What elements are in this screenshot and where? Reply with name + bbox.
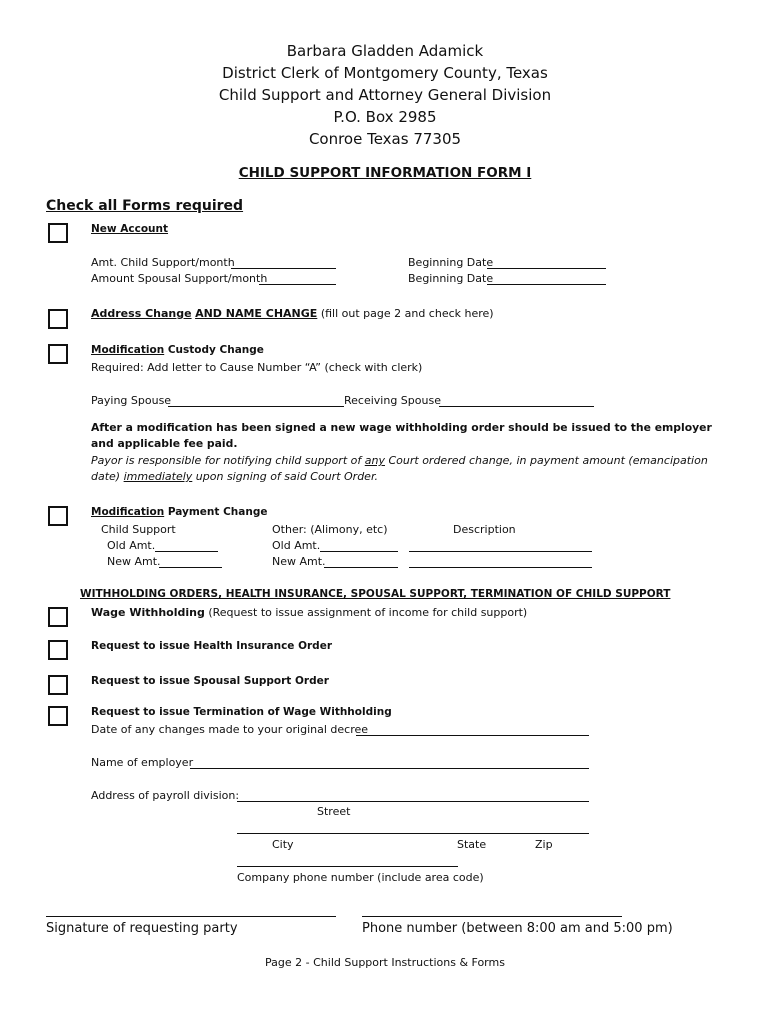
address-change-checkbox[interactable] [48, 309, 68, 329]
payroll-address-label: Address of payroll division: [91, 789, 240, 802]
signature-label: Signature of requesting party [46, 921, 238, 936]
other-old-amt-field[interactable] [320, 551, 398, 552]
spousal-support-label: Request to issue Spousal Support Order [91, 675, 329, 687]
address-change-text: Address Change [91, 307, 192, 320]
after-modification-note: After a modification has been signed a new wage withholding order should be issued to the employer and applicable fee paid. [91, 421, 712, 450]
health-insurance-label: Request to issue Health Insurance Order [91, 640, 332, 652]
termination-label: Request to issue Termination of Wage Withholding [91, 706, 392, 718]
wage-withholding-text: Wage Withholding [91, 606, 205, 619]
zip-label: Zip [535, 838, 553, 851]
new-amt-label: New Amt. [107, 555, 161, 568]
custody-change-text: Custody Change [167, 344, 264, 356]
withholding-heading: WITHHOLDING ORDERS, HEALTH INSURANCE, SPOUSAL SUPPORT, TERMINATION OF CHILD SUPPORT [80, 588, 671, 600]
health-insurance-checkbox[interactable] [48, 640, 68, 660]
payment-change-checkbox[interactable] [48, 506, 68, 526]
payor-note-b: Court ordered change, in payment amount (emancipation date) [91, 454, 708, 483]
termination-checkbox[interactable] [48, 706, 68, 726]
company-phone-label: Company phone number (include area code) [237, 871, 484, 884]
payment-change-label [91, 506, 267, 518]
payor-note-immediately: immediately [123, 470, 193, 483]
other-old-amt-label: Old Amt. [272, 539, 321, 552]
new-amt-field[interactable] [159, 567, 222, 568]
payor-note-a: Payor is responsible for notifying child support of [91, 454, 362, 467]
paying-spouse-field[interactable] [168, 406, 344, 407]
employer-name-label: Name of employer [91, 756, 194, 769]
beginning-date-field-2[interactable] [487, 284, 606, 285]
date-changes-field[interactable] [356, 735, 589, 736]
payment-change-text: Payment Change [167, 506, 268, 518]
spousal-support-checkbox[interactable] [48, 675, 68, 695]
wage-withholding-label [91, 606, 527, 619]
check-all-heading: Check all Forms required [46, 198, 244, 214]
phone-number-field[interactable] [362, 916, 622, 917]
old-amt-field[interactable] [155, 551, 218, 552]
new-account-checkbox[interactable] [48, 223, 68, 243]
date-changes-label: Date of any changes made to your original decree [91, 723, 369, 736]
beginning-date-label-1: Beginning Date [408, 256, 494, 269]
city-label: City [272, 838, 294, 851]
custody-change-checkbox[interactable] [48, 344, 68, 364]
payor-note [91, 453, 731, 485]
payroll-address-field[interactable] [237, 801, 589, 802]
city-address: Conroe Texas 77305 [308, 130, 462, 148]
old-amt-label: Old Amt. [107, 539, 156, 552]
page-footer: Page 2 - Child Support Instructions & Forms [265, 956, 505, 969]
city-state-zip-field[interactable] [237, 833, 589, 834]
beginning-date-label-2: Beginning Date [408, 272, 494, 285]
new-account-label: New Account [91, 223, 169, 235]
custody-modification-text: Modification [91, 344, 165, 356]
company-phone-field[interactable] [237, 866, 458, 867]
amt-child-support-field[interactable] [231, 268, 336, 269]
payor-note-any: any [364, 454, 385, 467]
division-name: Child Support and Attorney General Division [218, 86, 552, 104]
other-alimony-label: Other: (Alimony, etc) [272, 523, 388, 536]
amt-child-support-label: Amt. Child Support/month [91, 256, 235, 269]
receiving-spouse-label: Receiving Spouse [344, 394, 441, 407]
paying-spouse-label: Paying Spouse [91, 394, 172, 407]
payment-modification-text: Modification [91, 506, 165, 518]
po-box: P.O. Box 2985 [333, 108, 437, 126]
phone-number-label: Phone number (between 8:00 am and 5:00 pm) [362, 921, 673, 936]
description-field-1[interactable] [409, 551, 592, 552]
address-change-note: (fill out page 2 and check here) [320, 307, 494, 320]
street-label: Street [317, 805, 351, 818]
state-label: State [457, 838, 487, 851]
child-support-label: Child Support [101, 523, 176, 536]
form-title: CHILD SUPPORT INFORMATION FORM I [238, 165, 532, 181]
other-new-amt-label: New Amt. [272, 555, 326, 568]
address-change-label [91, 307, 494, 320]
description-field-2[interactable] [409, 567, 592, 568]
clerk-name: Barbara Gladden Adamick [286, 42, 484, 60]
employer-name-field[interactable] [190, 768, 589, 769]
wage-withholding-checkbox[interactable] [48, 607, 68, 627]
custody-required-note: Required: Add letter to Cause Number “A” (check with clerk) [91, 361, 423, 374]
name-change-text: AND NAME CHANGE [195, 307, 318, 320]
clerk-county: District Clerk of Montgomery County, Texas [222, 64, 548, 82]
other-new-amt-field[interactable] [324, 567, 398, 568]
receiving-spouse-field[interactable] [439, 406, 594, 407]
beginning-date-field-1[interactable] [487, 268, 606, 269]
payor-note-c: upon signing of said Court Order. [195, 470, 378, 483]
custody-change-label [91, 344, 264, 356]
amt-spousal-support-field[interactable] [259, 284, 336, 285]
amt-spousal-support-label: Amount Spousal Support/month [91, 272, 268, 285]
description-label: Description [453, 523, 516, 536]
signature-field[interactable] [46, 916, 336, 917]
wage-withholding-desc: (Request to issue assignment of income for child support) [208, 606, 528, 619]
